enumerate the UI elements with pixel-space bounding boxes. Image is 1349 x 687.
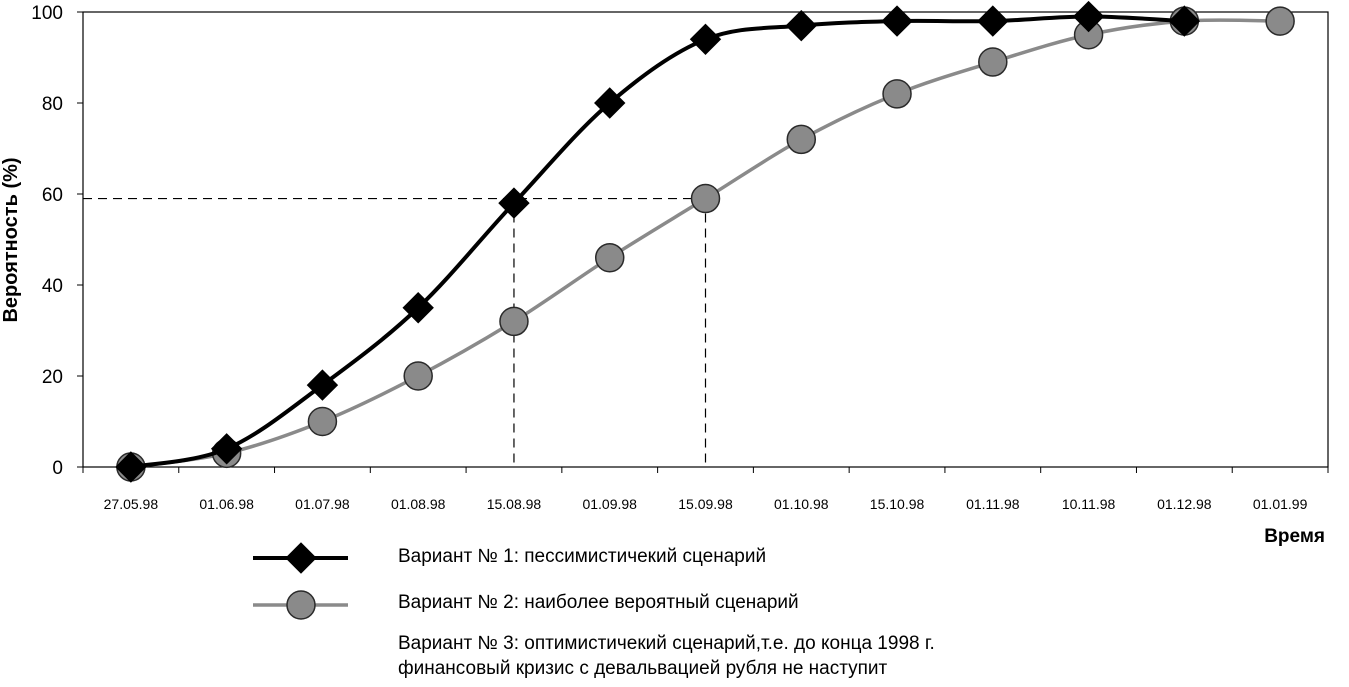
x-tick-label: 10.11.98 — [1061, 496, 1116, 512]
y-tick-label: 20 — [41, 367, 63, 388]
y-tick-label: 40 — [41, 276, 63, 297]
legend-marker — [286, 543, 316, 573]
note-variant-3-line-1: Вариант № 3: оптимистичекий сценарий,т.е. до конца 1998 г. — [398, 633, 935, 654]
x-tick-label: 01.09.98 — [582, 496, 637, 512]
y-tick-label: 60 — [41, 185, 63, 206]
x-tick-label: 15.08.98 — [486, 496, 542, 512]
series-2-point — [596, 244, 624, 272]
legend-item-2 — [253, 591, 348, 619]
x-tick-label: 01.10.98 — [774, 496, 829, 512]
series-2-point — [787, 125, 815, 153]
x-tick-label: 15.10.98 — [869, 496, 925, 512]
reference-lines — [83, 199, 706, 467]
note-variant-3-line-2: финансовый кризис с девальвацией рубля не наступит — [398, 658, 888, 679]
series-2-point — [308, 408, 336, 436]
series-1-point — [978, 6, 1008, 36]
x-tick-label: 01.12.98 — [1157, 496, 1212, 512]
x-tick-label: 01.11.98 — [966, 496, 1020, 512]
series-2-point — [979, 48, 1007, 76]
series-1-point — [1169, 6, 1199, 36]
y-tick-label: 0 — [52, 458, 63, 479]
legend-label-variant-1: Вариант № 1: пессимистичекий сценарий — [398, 546, 767, 567]
x-tick-label: 01.06.98 — [199, 496, 254, 512]
x-tick-label: 15.09.98 — [678, 496, 733, 512]
legend-item-1 — [253, 543, 348, 573]
y-tick-label: 80 — [41, 94, 63, 115]
series-1-point — [786, 11, 816, 41]
x-tick-label: 01.01.99 — [1252, 496, 1308, 512]
legend-label-variant-2: Вариант № 2: наиболее вероятный сценарий — [398, 592, 799, 613]
series-1-point — [882, 6, 912, 36]
legend-marker — [287, 591, 315, 619]
series-2-point — [1266, 7, 1294, 35]
series-2-point — [883, 80, 911, 108]
series-1-point — [307, 370, 337, 400]
y-tick-label: 100 — [31, 3, 63, 24]
y-axis-label: Вероятность (%) — [0, 157, 22, 323]
series-2-point — [692, 185, 720, 213]
series-1-point — [116, 452, 146, 482]
x-tick-label: 01.08.98 — [390, 496, 446, 512]
series-2-point — [500, 307, 528, 335]
legend — [253, 543, 348, 619]
series-1-point — [691, 24, 721, 54]
series-1 — [116, 2, 1199, 482]
x-axis-label: Время — [1264, 526, 1325, 547]
y-tick-labels — [31, 3, 63, 479]
x-tick-labels — [104, 496, 1308, 512]
series-2-point — [404, 362, 432, 390]
axis-ticks — [77, 12, 1328, 473]
x-tick-label: 01.07.98 — [295, 496, 350, 512]
series-1-line — [131, 17, 1184, 467]
x-tick-label: 27.05.98 — [103, 496, 159, 512]
